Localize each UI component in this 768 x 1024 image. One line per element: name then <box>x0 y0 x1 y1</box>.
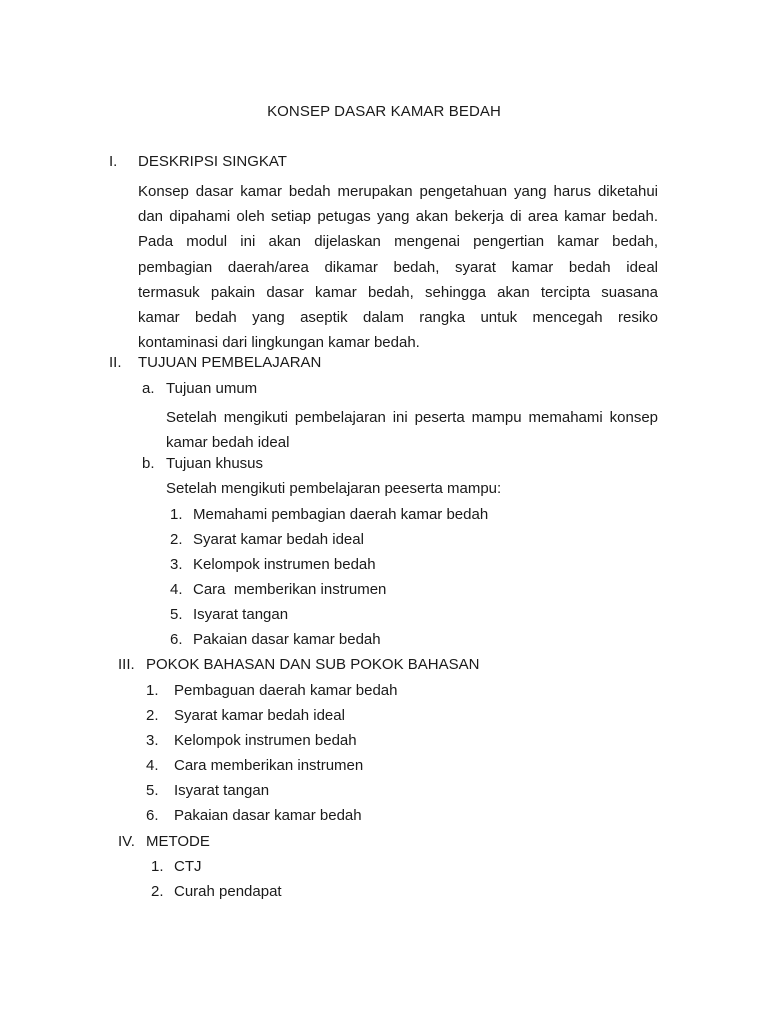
list-item: Kelompok instrumen bedah <box>174 732 357 749</box>
section-1-heading: DESKRIPSI SINGKAT <box>138 153 287 170</box>
list-item: Pakaian dasar kamar bedah <box>174 807 362 824</box>
list-number: 6. <box>170 631 183 648</box>
section-4-numeral: IV. <box>118 833 135 850</box>
section-1-paragraph <box>138 179 658 355</box>
list-item: Isyarat tangan <box>193 606 289 623</box>
list-number: 4. <box>146 757 159 774</box>
section-3-numeral: III. <box>118 656 135 673</box>
list-item: Memahami pembagian daerah kamar bedah <box>193 506 489 523</box>
subsection-a-heading: Tujuan umum <box>166 380 258 397</box>
list-number: 5. <box>170 606 183 623</box>
list-item: Pembaguan daerah kamar bedah <box>174 682 398 699</box>
list-number: 6. <box>146 807 159 824</box>
list-item: Syarat kamar bedah ideal <box>174 707 345 724</box>
list-item: Pakaian dasar kamar bedah <box>193 631 381 648</box>
section-2-heading: TUJUAN PEMBELAJARAN <box>138 354 322 371</box>
subsection-b-intro: Setelah mengikuti pembelajaran peeserta mampu: <box>166 480 502 497</box>
section-3-heading: POKOK BAHASAN DAN SUB POKOK BAHASAN <box>146 656 480 673</box>
paragraph-line: kamar bedah ideal <box>166 434 290 452</box>
list-item: Isyarat tangan <box>174 782 270 799</box>
list-item: Kelompok instrumen bedah <box>193 556 376 573</box>
subsection-a-text <box>166 405 658 455</box>
subsection-a-marker: a. <box>142 380 155 397</box>
list-number: 1. <box>146 682 159 699</box>
paragraph-line: pembagian daerah/area dikamar bedah, syarat kamar bedah ideal <box>138 258 658 276</box>
list-item: Cara memberikan instrumen <box>193 581 387 598</box>
section-2-numeral: II. <box>109 354 122 371</box>
paragraph-line: Konsep dasar kamar bedah merupakan pengetahuan yang harus diketahui <box>138 183 658 200</box>
paragraph-line: termasuk pakain dasar kamar bedah, sehingga akan tercipta suasana <box>138 283 658 301</box>
list-item: Curah pendapat <box>174 883 282 900</box>
list-number: 2. <box>170 531 183 548</box>
section-4-heading: METODE <box>146 833 210 850</box>
paragraph-line: kamar bedah yang aseptik dalam rangka untuk mencegah resiko <box>138 308 658 326</box>
list-item: Cara memberikan instrumen <box>174 757 364 774</box>
list-number: 4. <box>170 581 183 598</box>
list-item: Syarat kamar bedah ideal <box>193 531 364 548</box>
list-number: 3. <box>170 556 183 573</box>
section-1-numeral: I. <box>109 153 118 170</box>
list-number: 1. <box>151 858 164 875</box>
list-number: 2. <box>146 707 159 724</box>
document-title: KONSEP DASAR KAMAR BEDAH <box>267 103 501 120</box>
paragraph-line: kontaminasi dari lingkungan kamar bedah. <box>138 334 420 352</box>
list-number: 5. <box>146 782 159 799</box>
list-number: 3. <box>146 732 159 749</box>
list-number: 2. <box>151 883 164 900</box>
paragraph-line: Setelah mengikuti pembelajaran ini peserta mampu memahami konsep <box>166 409 658 426</box>
subsection-b-marker: b. <box>142 455 155 472</box>
list-item: CTJ <box>174 858 202 875</box>
paragraph-line: Pada modul ini akan dijelaskan mengenai pengertian kamar bedah, <box>138 233 658 251</box>
list-number: 1. <box>170 506 183 523</box>
paragraph-line: dan dipahami oleh setiap petugas yang akan bekerja di area kamar bedah. <box>138 208 658 226</box>
subsection-b-heading: Tujuan khusus <box>166 455 264 472</box>
